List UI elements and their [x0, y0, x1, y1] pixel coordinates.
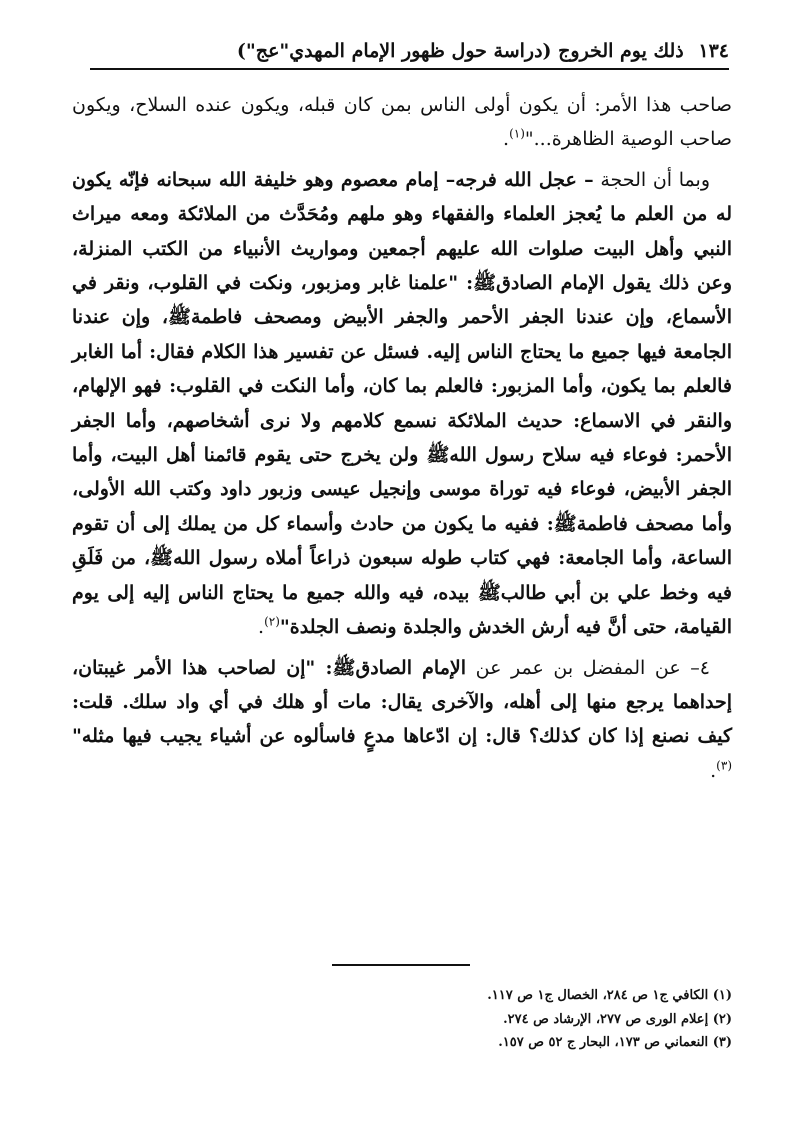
running-title: ذلك يوم الخروج (دراسة حول ظهور الإمام المهدي"عج") [236, 40, 684, 62]
main-text [72, 88, 732, 794]
footnote-divider [332, 964, 470, 966]
paragraph-end: . [258, 616, 265, 639]
footnotes [312, 984, 732, 1055]
paragraph-3 [72, 651, 732, 789]
paragraph-text: وبما أن الحجة [593, 168, 711, 191]
paragraph-bold-text: الإمام الصادقﷺ: "إن لصاحب هذا الأمر غيبتان، إحداهما يرجع منها إلى أهله، والآخرى يقال: مات أو هلك في أي واد سلك. قلت: كيف نصنع إذا كان كذلك؟ قال: إن ادّعاها مدعٍ فاسألوه عن أشياء يجيب فيها مثله" [72, 656, 732, 748]
paragraph-end: . [503, 128, 510, 151]
footnote-3: (٣) النعماني ص ١٧٣، البحار ج ٥٢ ص ١٥٧. [498, 1035, 732, 1050]
header-line [237, 40, 729, 62]
page-number: ١٣٤ [698, 40, 729, 62]
page-header [90, 28, 729, 70]
footnote-ref-3: (٣) [716, 758, 732, 773]
paragraph-1 [72, 88, 732, 157]
paragraph-bold-text: – عجل الله فرجه– إمام معصوم وهو خليفة الله سبحانه فإنّه يكون له من العلم ما يُعجز العلماء والفقهاء وهو ملهم ومُحَدَّث من الملائكة ومعه ميراث النبي وأهل البيت صلوات الله عليهم أجمعين ومواريث الأنبياء من الكتب المنزلة، وعن ذلك يقول الإمام الصادقﷺ: "علمنا غابر ومزبور، ونكت في القلوب، ونقر في الأسماع، وإن عندنا الجفر الأحمر والجفر الأبيض ومصحف فاطمةﷺ، وإن عندنا الجامعة فيها جميع ما يحتاج الناس إليه. فسئل عن تفسير هذا الكلام فقال: أما الغابر فالعلم بما يكون، وأما المزبور: فالعلم بما كان، وأما النكت في القلوب: فهو الإلهام، والنقر في الاسماع: حديث الملائكة نسمع كلامهم ولا نرى أشخاصهم، وأما الجفر الأحمر: فوعاء فيه سلاح رسول اللهﷺ ولن يخرج حتى يقوم قائمنا أهل البيت، وأما الجفر الأبيض، فوعاء فيه توراة موسى وإنجيل عيسى وزبور داود وكتب الله الأولى، وأما مصحف فاطمةﷺ: ففيه ما يكون من حادث وأسماء كل من يملك إلى أن تقوم الساعة، وأما الجامعة: فهي كتاب طوله سبعون ذراعاً أملاه رسول اللهﷺ، من فَلَقِ فيه وخط علي بن أبي طالبﷺ بيده، فيه والله جميع ما يحتاج الناس إليه إلى يوم القيامة، حتى أنَّ فيه أرش الخدش والجلدة ونصف الجلدة" [72, 168, 732, 639]
footnote-1: (١) الكافي ج١ ص ٢٨٤، الخصال ج١ ص ١١٧. [487, 988, 732, 1003]
footnote-2: (٢) إعلام الورى ص ٢٧٧، الإرشاد ص ٢٧٤. [503, 1011, 732, 1027]
paragraph-end: . [710, 759, 717, 782]
paragraph-text: صاحب هذا الأمر: أن يكون أولى الناس بمن كان قبله، ويكون عنده السلاح، ويكون صاحب الوصية الظاهرة..." [72, 94, 732, 151]
footnote-ref-2: (٢) [264, 614, 280, 629]
footnote-ref-1: (١) [509, 127, 525, 142]
paragraph-text: ٤– عن المفضل بن عمر عن [466, 656, 710, 679]
paragraph-2 [72, 163, 732, 645]
